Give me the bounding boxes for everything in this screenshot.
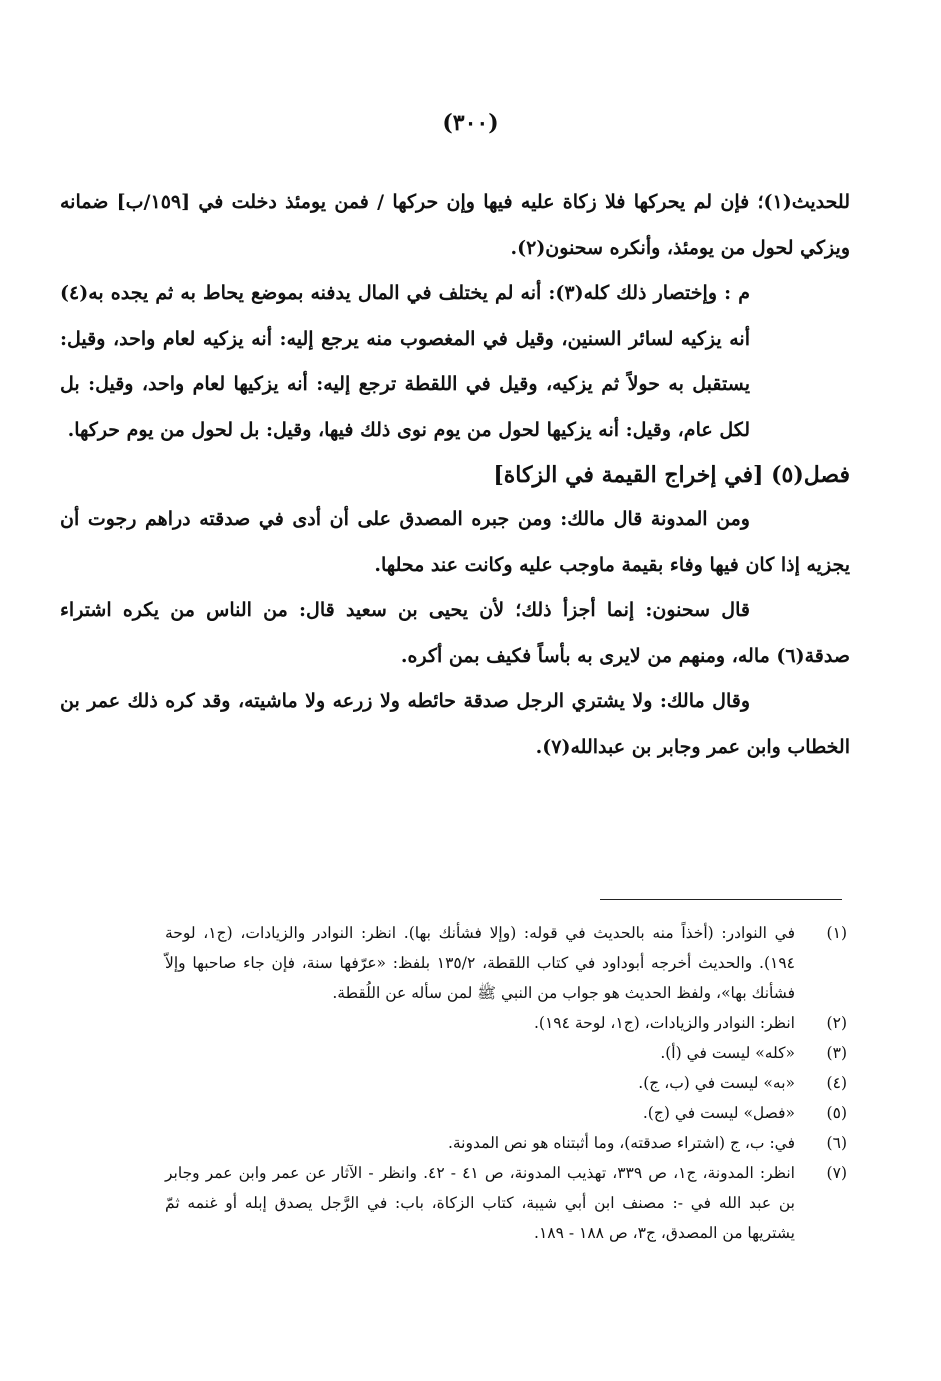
footnote-number: (٢) [826,1014,847,1032]
paragraph-1: للحديث(١)؛ فإن لم يحركها فلا زكاة عليه فيها وإن حركها / فمن يومئذ دخلت في [١٥٩/ب] ضمانه ويزكي لحول من يومئذ، وأنكره سحنون(٢). [60,191,850,259]
footnote-number: (٥) [826,1104,847,1122]
page-number: (٣٠٠) [442,110,499,136]
footnote [165,1038,847,1068]
footnote-number: (٧) [826,1164,847,1182]
footnote [165,1128,847,1158]
main-text [60,180,850,770]
footnotes [165,918,847,1248]
footnote-text: في: ب، ج (اشتراء صدقته)، وما أثبتناه هو نص المدونة. [447,1134,795,1152]
footnote-text: «كله» ليست في (أ). [660,1044,795,1062]
paragraph-4: قال سحنون: إنما أجزأ ذلك؛ لأن يحيى بن سعيد قال: من الناس من يكره اشتراء صدقة(٦) ماله، ومنهم من لايرى به بأساً فكيف بمن أكره. [60,599,850,667]
paragraph-5: وقال مالك: ولا يشتري الرجل صدقة حائطه ولا زرعه ولا ماشيته، وقد كره ذلك عمر بن الخطاب وابن عمر وجابر بن عبدالله(٧). [60,690,850,758]
footnote [165,1098,847,1128]
footnote-text: «به» ليست في (ب، ج). [638,1074,795,1092]
paragraph-2: م : وإختصار ذلك كله(٣): أنه لم يختلف في المال يدفنه بموضع يحاط به ثم يجده به(٤) أنه يزكيه لسائر السنين، وقيل في المغصوب منه يرجع إليه: أنه يزكيه لعام واحد، وقيل: يستقبل به حولاً ثم يزكيه، وقيل في اللقطة ترجع إليه: أنه يزكيها لعام واحد، وقيل: بل لكل عام، وقيل: أنه يزكيها لحول من يوم نوى ذلك فيها، وقيل: بل لحول من يوم حركها. [60,282,750,441]
footnote [165,918,847,1008]
section-heading: فصل(٥) [في إخراج القيمة في الزكاة] [493,462,850,488]
footnote-number: (٣) [826,1044,847,1062]
footnote-text: في النوادر: (أخذاً منه بالحديث في قوله: (وإلا فشأنك بها). انظر: النوادر والزيادات، (ج١، لوحة ١٩٤). والحديث أخرجه أبوداود في كتاب اللقطة، ١٣٥/٢ بلفظ: «عرّفها سنة، فإن جاء صاحبها وإلاّ فشأنك بها»، ولفظ الحديث هو جواب من النبي ﷺ لمن سأله عن اللُقطة. [165,924,796,1002]
footnote-text: «فصل» ليست في (ج). [642,1104,795,1122]
footnote-number: (٦) [826,1134,847,1152]
paragraph-3: ومن المدونة قال مالك: ومن جبره المصدق على أن أدى في صدقته دراهم رجوت أن يجزيه إذا كان فيها وفاء بقيمة ماوجب عليه وكانت عند محلها. [60,508,850,576]
footnote-text: انظر: المدونة، ج١، ص ٣٣٩، تهذيب المدونة، ص ٤١ - ٤٢. وانظر - الآثار عن عمر وابن عمر وجابر بن عبد الله في -: مصنف ابن أبي شيبة، كتاب الزكاة، باب: في الرَّجل يصدق إبله أو غنمه ثمّ يشتريها من المصدق، ج٣، ص ١٨٨ - ١٨٩. [165,1164,795,1242]
footnote-separator [600,899,842,900]
footnote-text: انظر: النوادر والزيادات، (ج١، لوحة ١٩٤). [533,1014,795,1032]
footnote [165,1008,847,1038]
footnote-number: (١) [826,924,847,942]
footnote [165,1068,847,1098]
footnote-number: (٤) [826,1074,847,1092]
footnote [165,1158,847,1248]
